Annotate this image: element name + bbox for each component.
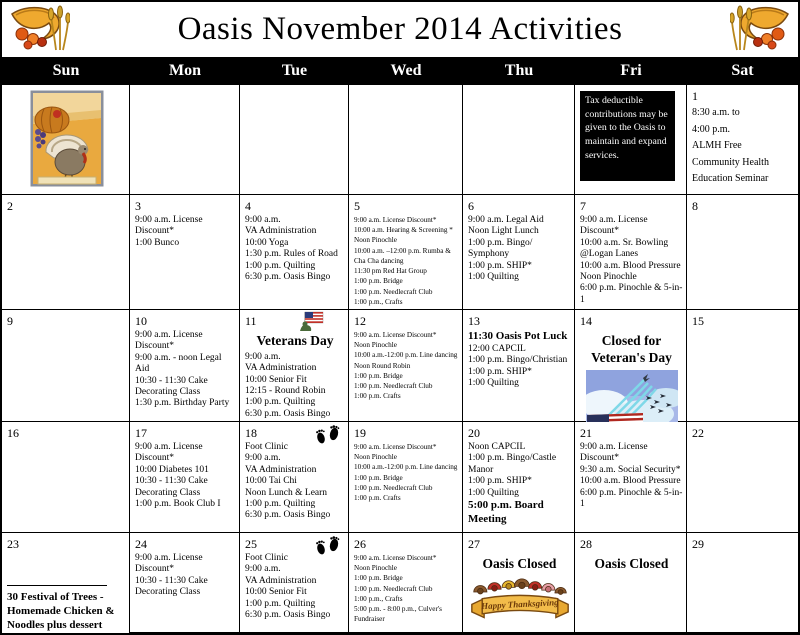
event: 11:30 pm Red Hat Group [354, 267, 427, 276]
event: 1:00 p.m. Needlecraft Club [354, 382, 433, 391]
event: 9:00 a.m. License Discount* [135, 442, 203, 464]
cornucopia-right-icon [730, 4, 792, 52]
day-header-fri: Fri [620, 62, 642, 79]
event: ALMH Free [692, 140, 742, 151]
event: 1:00 p.m. Bridge [354, 574, 403, 583]
event: 9:00 a.m. License Discount* [354, 443, 437, 451]
title-bar [2, 2, 798, 57]
date-number: 18 [245, 426, 257, 440]
event: 1:00 p.m. Needlecraft Club [354, 287, 433, 296]
day-cell-nov-15 [687, 310, 798, 422]
event: Noon Pinochle [354, 341, 397, 350]
day-cell-nov-19 [349, 422, 463, 533]
event: 5:00 p.m. Board Meeting [468, 498, 544, 525]
cell-title: Veterans Day [256, 333, 334, 348]
date-number: 2 [7, 199, 13, 213]
event: 12:00 CAPCIL [468, 343, 526, 354]
event-list [580, 215, 683, 306]
event-list [135, 330, 236, 410]
event: 1:00 p.m. SHIP* [468, 366, 532, 377]
event: 10:00 Tai Chi [245, 476, 297, 487]
day-header-sun: Sun [52, 62, 80, 79]
date-number: 27 [468, 537, 480, 551]
date-number: 28 [580, 537, 592, 551]
event: 6:00 p.m. Pinochle & 5-in-1 [580, 487, 683, 509]
day-cell-nov-9 [2, 310, 130, 422]
event: 1:00 p.m. Crafts [354, 494, 401, 503]
day-cell-nov-5 [349, 195, 463, 310]
event: 10:00 Yoga [245, 237, 289, 248]
event: Noon Round Robin [354, 361, 411, 370]
event: 1:00 p.m. SHIP* [468, 476, 532, 487]
date-number: 13 [468, 314, 480, 328]
event: 9:00 a.m. License Discount* [135, 553, 203, 575]
event: Noon Lunch & Learn [245, 487, 328, 498]
event: 9:00 a.m. Legal Aid [468, 215, 544, 225]
event: 6:30 p.m. Oasis Bingo [245, 609, 331, 620]
day-header-tue: Tue [281, 62, 308, 79]
event-list [580, 442, 683, 510]
event: VA Administration [245, 226, 317, 237]
event: 9:00 a.m. [245, 215, 281, 225]
day-cell-nov-8 [687, 195, 798, 310]
event: 1:00 p.m. Bridge [354, 473, 403, 482]
date-number: 16 [7, 426, 19, 440]
date-number: 10 [135, 314, 147, 328]
event: 9:00 a.m. [245, 564, 281, 575]
day-header-thu: Thu [504, 62, 534, 79]
day-cell-nov-7 [575, 195, 687, 310]
date-number: 8 [692, 199, 698, 213]
calendar-title: Oasis November 2014 Activities [177, 11, 623, 47]
date-number: 5 [354, 199, 360, 213]
event: 10:30 - 11:30 Cake Decorating Class [135, 575, 208, 598]
event: 9:00 a.m. - noon Legal Aid [135, 352, 222, 375]
day-cell-special [575, 85, 687, 195]
event-list [468, 442, 571, 526]
event: 9:00 a.m. License Discount* [580, 442, 648, 464]
event: 10:00 a.m. –12:00 p.m. Rumba & Cha Cha dancing [354, 246, 451, 265]
day-cell-nov-24 [130, 533, 240, 633]
event: 1:00 p.m. SHIP* [468, 260, 532, 271]
event: 9:00 a.m. License Discount* [580, 215, 648, 237]
event: 6:30 p.m. Oasis Bingo [245, 408, 331, 419]
event: 1:00 p.m. Book Club I [135, 498, 221, 509]
event: 10:00 a.m.-12:00 p.m. Line dancing [354, 351, 458, 360]
day-cell-empty [463, 85, 575, 195]
event: 10:00 a.m. Hearing & Screening * [354, 226, 453, 235]
day-cell-nov-21 [575, 422, 687, 533]
day-cell-nov-10 [130, 310, 240, 422]
day-cell-nov-3 [130, 195, 240, 310]
turkey-painting-icon [7, 90, 126, 187]
event: 1:00 p.m., Crafts [354, 297, 403, 306]
date-number: 26 [354, 537, 366, 551]
day-cell-nov-27 [463, 533, 575, 633]
date-number: 3 [135, 199, 141, 213]
event: 1:00 Bunco [135, 237, 180, 248]
event-list [245, 553, 345, 621]
date-number: 22 [692, 426, 704, 440]
tax-note-box: Tax deductible contributions may be given to the Oasis to maintain and expand services. [580, 91, 675, 181]
event: VA Administration [245, 363, 317, 374]
day-cell-nov-11 [240, 310, 349, 422]
day-cell-nov-13 [463, 310, 575, 422]
event: 1:00 Quilting [468, 487, 519, 498]
event: 10:00 a.m. Blood Pressure [580, 260, 681, 271]
event-list [135, 215, 236, 249]
event-list [135, 442, 236, 510]
date-number: 1 [692, 89, 698, 103]
day-cell-empty [349, 85, 463, 195]
day-cell-empty [130, 85, 240, 195]
date-number: 21 [580, 426, 592, 440]
date-number: 6 [468, 199, 474, 213]
event: 1:00 p.m. Bingo/ Symphony [468, 237, 533, 260]
day-cell-nov-22 [687, 422, 798, 533]
day-cell-nov-6 [463, 195, 575, 310]
event-list [354, 553, 459, 625]
event: 10:00 a.m. Blood Pressure [580, 476, 681, 487]
event: Education Seminar [692, 173, 769, 184]
event: 9:30 a.m. Social Security* [580, 464, 681, 475]
day-header-sat: Sat [731, 62, 754, 79]
day-cell-nov-26 [349, 533, 463, 633]
day-cell-nov-2 [2, 195, 130, 310]
event-list [354, 215, 459, 307]
event: Noon Pinochle [354, 564, 397, 573]
day-cell-special [2, 85, 130, 195]
veterans-day-flag-icon [298, 311, 324, 332]
event: 10:30 - 11:30 Cake Decorating Class [135, 375, 208, 397]
event: 6:00 p.m. Pinochle & 5-in-1 [580, 283, 683, 305]
event: 1:30 p.m. Birthday Party [135, 398, 230, 409]
event: 10:00 a.m.-12:00 p.m. Line dancing [354, 463, 458, 472]
event: Noon Pinochle [580, 271, 637, 282]
event: 1:00 p.m. Quilting [245, 260, 316, 271]
event-list [135, 553, 236, 599]
event: Noon Pinochle [354, 453, 397, 462]
date-number: 17 [135, 426, 147, 440]
event: Noon Light Lunch [468, 226, 539, 237]
cell-title: Oasis Closed [482, 556, 557, 571]
event: 6:30 p.m. Oasis Bingo [245, 271, 331, 282]
event: 10:30 - 11:30 Cake Decorating Class [135, 476, 208, 498]
date-number: 15 [692, 314, 704, 328]
event: 9:00 a.m. License Discount* [354, 554, 437, 562]
event: 1:30 p.m. Rules of Road [245, 249, 338, 260]
event: 11:30 Oasis Pot Luck [468, 330, 568, 342]
day-cell-nov-17 [130, 422, 240, 533]
day-cell-nov-23 [2, 533, 130, 633]
event: 1:00 Quilting [468, 271, 519, 282]
event: 9:00 a.m. [245, 351, 281, 362]
event: 1:00 p.m. Quilting [245, 498, 316, 509]
event: 6:30 p.m. Oasis Bingo [245, 510, 331, 521]
event: 5:00 p.m. - 8:00 p.m., Culver's Fundraiser [354, 605, 442, 624]
event-list [7, 591, 126, 632]
date-number: 9 [7, 314, 13, 328]
day-header-mon: Mon [169, 62, 201, 79]
divider-line [7, 585, 107, 586]
cell-title: Closed for Veteran's Day [591, 333, 672, 365]
event-list [245, 215, 345, 283]
footprints-icon [313, 535, 343, 557]
event: 1:00 p.m., Crafts [354, 594, 403, 603]
day-cell-nov-14 [575, 310, 687, 422]
event: Noon Pinochle [354, 236, 397, 245]
event-list [245, 352, 345, 420]
event: 1:00 p.m. Crafts [354, 392, 401, 401]
day-cell-nov-18 [240, 422, 349, 533]
date-number: 14 [580, 314, 592, 328]
event: 9:00 a.m. License Discount* [354, 216, 437, 224]
event: 10:00 Senior Fit [245, 374, 307, 385]
event: 1:00 p.m. Quilting [245, 598, 316, 609]
day-cell-empty [240, 85, 349, 195]
event: 1:00 p.m. Needlecraft Club [354, 584, 433, 593]
event: Foot Clinic [245, 442, 289, 452]
event: 1:00 p.m. Bridge [354, 371, 403, 380]
date-number: 19 [354, 426, 366, 440]
event: Foot Clinic [245, 553, 289, 563]
thanksgiving-banner-icon [468, 576, 571, 632]
event: 1:00 p.m. Bingo/Christian [468, 355, 568, 366]
event: 9:00 a.m. License Discount* [135, 330, 203, 352]
date-number: 4 [245, 199, 251, 213]
event: 1:00 p.m. Quilting [245, 397, 316, 408]
event: 30 Festival of Trees - Homemade Chicken & Noodles plus dessert [7, 591, 115, 631]
day-cell-nov-25 [240, 533, 349, 633]
event: 1:00 p.m. Needlecraft Club [354, 483, 433, 492]
event: 1:00 p.m. Bingo/Castle Manor [468, 453, 557, 475]
day-cell-nov-12 [349, 310, 463, 422]
day-cell-nov-20 [463, 422, 575, 533]
footprints-icon [313, 424, 343, 446]
day-cell-nov-16 [2, 422, 130, 533]
day-cell-nov-28 [575, 533, 687, 633]
date-number: 25 [245, 537, 257, 551]
date-number: 7 [580, 199, 586, 213]
cell-title: Oasis Closed [594, 556, 669, 571]
event: 9:00 a.m. [245, 453, 281, 464]
day-header-row [2, 57, 798, 85]
banner-text: Happy Thanksgiving [480, 597, 559, 612]
date-number: 11 [245, 314, 257, 328]
day-cell-nov-4 [240, 195, 349, 310]
event: VA Administration [245, 575, 317, 586]
event-list [692, 105, 795, 188]
day-cell-nov-29 [687, 533, 798, 633]
event-list [354, 330, 459, 402]
event: 10:00 Diabetes 101 [135, 464, 209, 475]
date-number: 29 [692, 537, 704, 551]
date-number: 23 [7, 537, 19, 551]
calendar-grid [2, 85, 798, 633]
date-number: 20 [468, 426, 480, 440]
event: 9:00 a.m. License Discount* [354, 331, 437, 339]
event-list [354, 442, 459, 503]
event: 4:00 p.m. [692, 123, 731, 135]
date-number: 12 [354, 314, 366, 328]
event: Community Health [692, 156, 769, 168]
event: 1:00 Quilting [468, 377, 519, 388]
event: 8:30 a.m. to [692, 107, 740, 118]
date-number: 24 [135, 537, 147, 551]
event: 12:15 - Round Robin [245, 386, 326, 397]
event: 10:00 a.m. Sr. Bowling @Logan Lanes [580, 237, 669, 260]
event: 10:00 Senior Fit [245, 587, 307, 598]
cornucopia-left-icon [8, 4, 70, 52]
event-list [468, 330, 571, 389]
event: 9:00 a.m. License Discount* [135, 215, 203, 237]
event: Noon CAPCIL [468, 442, 526, 452]
event: 1:00 p.m. Bridge [354, 277, 403, 286]
event-list [245, 442, 345, 522]
day-header-wed: Wed [390, 62, 422, 79]
day-cell-nov-1 [687, 85, 798, 195]
event-list [468, 215, 571, 283]
event: VA Administration [245, 464, 317, 475]
